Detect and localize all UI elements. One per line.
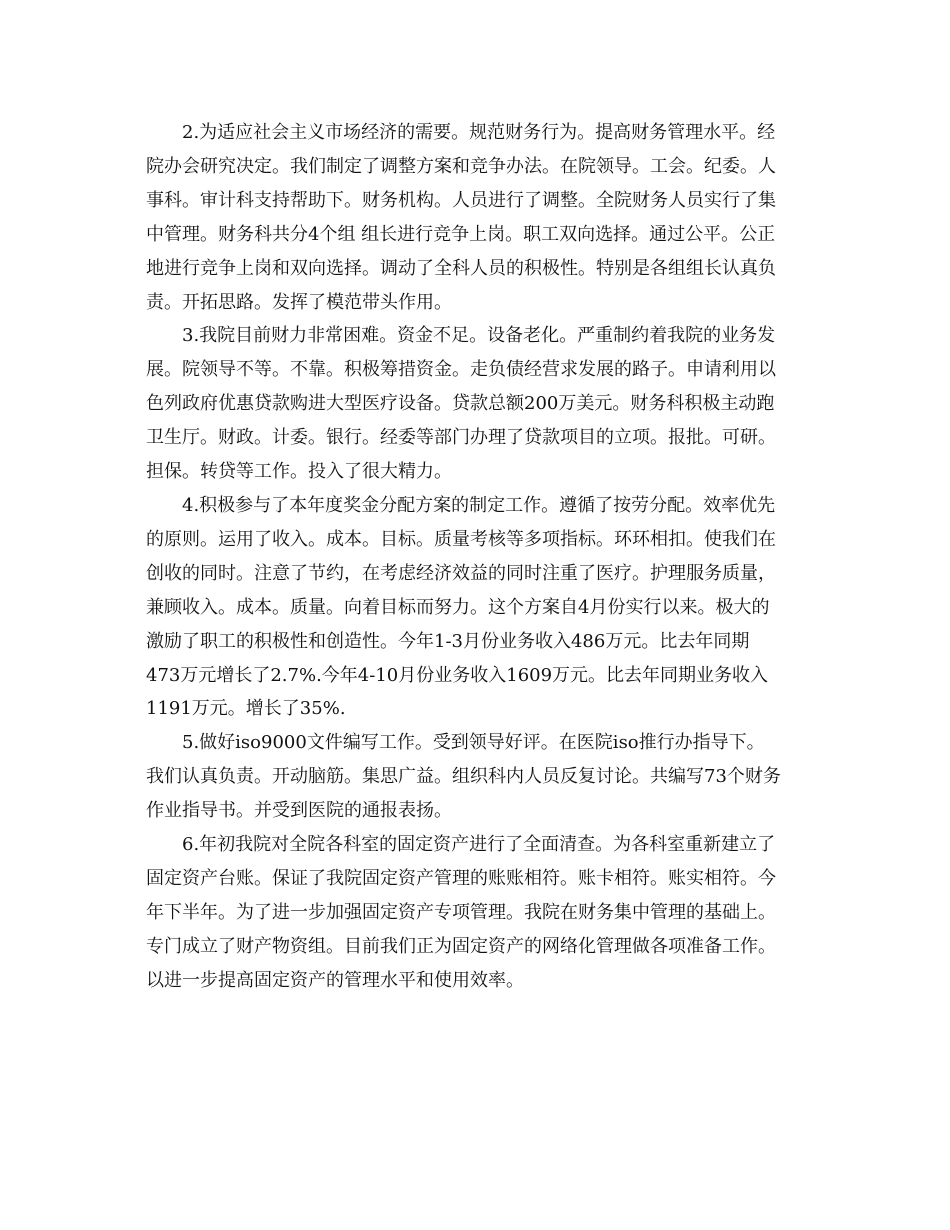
paragraph-line: 我们认真负责。开动脑筋。集思广益。组织科内人员反复讨论。共编写73个财务 — [146, 766, 781, 788]
paragraph-line: 专门成立了财产物资组。目前我们正为固定资产的网络化管理做各项准备工作。 — [146, 935, 776, 957]
paragraph-item-2 — [146, 116, 810, 319]
paragraph-line: 以进一步提高固定资产的管理水平和使用效率。 — [146, 969, 524, 991]
paragraph-line: 院办会研究决定。我们制定了调整方案和竞争办法。在院领导。工会。纪委。人 — [146, 155, 776, 177]
paragraph-line: 2.为适应社会主义市场经济的需要。规范财务行为。提高财务管理水平。经 — [182, 122, 776, 143]
paragraph-item-4 — [146, 489, 810, 726]
paragraph-line: 担保。转贷等工作。投入了很大精力。 — [146, 461, 452, 483]
paragraph-line: 的原则。运用了收入。成本。目标。质量考核等多项指标。环环相扣。使我们在 — [146, 528, 776, 550]
document-body — [146, 116, 810, 998]
paragraph-line: 地进行竞争上岗和双向选择。调动了全科人员的积极性。特别是各组组长认真负 — [146, 257, 776, 279]
paragraph-line: 473万元增长了2.7%.今年4-10月份业务收入1609万元。比去年同期业务收入 — [146, 664, 769, 686]
paragraph-line: 创收的同时。注意了节约，在考虑经济效益的同时注重了医疗。护理服务质量， — [146, 562, 776, 584]
paragraph-line: 年下半年。为了进一步加强固定资产专项管理。我院在财务集中管理的基础上。 — [146, 901, 776, 923]
paragraph-item-3 — [146, 319, 810, 489]
paragraph-line: 激励了职工的积极性和创造性。今年1-3月份业务收入486万元。比去年同期 — [146, 630, 750, 652]
paragraph-line: 兼顾收入。成本。质量。向着目标而努力。这个方案自4月份实行以来。极大的 — [146, 596, 770, 618]
paragraph-line: 固定资产台账。保证了我院固定资产管理的账账相符。账卡相符。账实相符。今 — [146, 867, 776, 889]
paragraph-line: 中管理。财务科共分4个组 组长进行竞争上岗。职工双向选择。通过公平。公正 — [146, 223, 776, 245]
paragraph-line: 卫生厅。财政。计委。银行。经委等部门办理了贷款项目的立项。报批。可研。 — [146, 427, 776, 449]
paragraph-line: 展。院领导不等。不靠。积极筹措资金。走负债经营求发展的路子。申请利用以 — [146, 359, 776, 381]
paragraph-line: 作业指导书。并受到医院的通报表扬。 — [146, 800, 452, 822]
paragraph-item-6 — [146, 828, 810, 998]
paragraph-line: 4.积极参与了本年度奖金分配方案的制定工作。遵循了按劳分配。效率优先 — [182, 494, 776, 516]
paragraph-line: 6.年初我院对全院各科室的固定资产进行了全面清查。为各科室重新建立了 — [182, 834, 776, 856]
paragraph-line: 5.做好iso9000文件编写工作。受到领导好评。在医院iso推行办指导下。 — [182, 732, 765, 754]
paragraph-line: 事科。审计科支持帮助下。财务机构。人员进行了调整。全院财务人员实行了集 — [146, 189, 776, 211]
paragraph-line: 责。开拓思路。发挥了模范带头作用。 — [146, 291, 452, 313]
paragraph-line: 1191万元。增长了35%. — [146, 698, 346, 720]
paragraph-line: 3.我院目前财力非常困难。资金不足。设备老化。严重制约着我院的业务发 — [182, 325, 776, 347]
paragraph-line: 色列政府优惠贷款购进大型医疗设备。贷款总额200万美元。财务科积极主动跑 — [146, 393, 775, 415]
paragraph-item-5 — [146, 726, 810, 828]
